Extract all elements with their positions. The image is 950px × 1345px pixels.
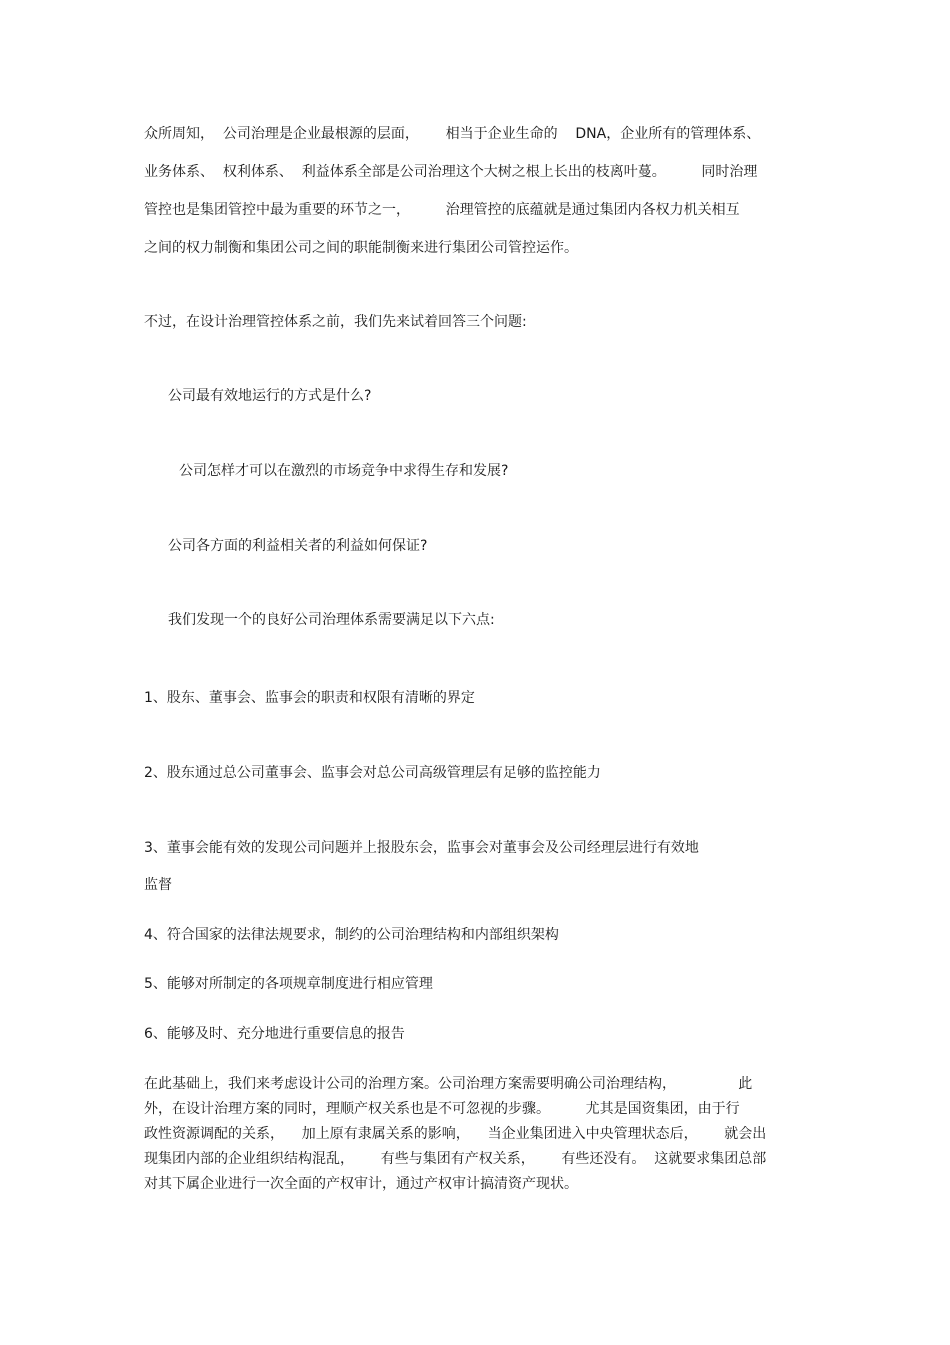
point-item-continuation: 监督	[144, 877, 172, 893]
intro-line-3: 管控也是集团管控中最为重要的环节之一， 治理管控的底蕴就是通过集团内各权力机关相互	[144, 202, 740, 218]
point-item: 3、董事会能有效的发现公司问题并上报股东会，监事会对董事会及公司经理层进行有效地	[144, 840, 699, 856]
question-item: 公司怎样才可以在激烈的市场竞争中求得生存和发展?	[179, 463, 509, 479]
question-item: 公司最有效地运行的方式是什么?	[168, 388, 372, 404]
findings-intro: 我们发现一个的良好公司治理体系需要满足以下六点:	[168, 612, 495, 628]
conclusion-line-2: 外，在设计治理方案的同时，理顺产权关系也是不可忽视的步骤。 尤其是国资集团，由于行	[144, 1101, 740, 1117]
question-item: 公司各方面的利益相关者的利益如何保证?	[168, 538, 428, 554]
conclusion-line-5: 对其下属企业进行一次全面的产权审计，通过产权审计搞清资产现状。	[144, 1176, 578, 1192]
conclusion-line-1: 在此基础上，我们来考虑设计公司的治理方案。公司治理方案需要明确公司治理结构， 此	[144, 1076, 753, 1092]
transition-sentence: 不过，在设计治理管控体系之前，我们先来试着回答三个问题:	[144, 314, 527, 330]
point-item: 2、股东通过总公司董事会、监事会对总公司高级管理层有足够的监控能力	[144, 765, 601, 781]
conclusion-line-4: 现集团内部的企业组织结构混乱， 有些与集团有产权关系， 有些还没有。 这就要求集团总部	[144, 1151, 767, 1167]
intro-line-2: 业务体系、 权利体系、 利益体系全部是公司治理这个大树之根上长出的枝离叶蔓。 同时治理	[144, 164, 758, 180]
intro-line-4: 之间的权力制衡和集团公司之间的职能制衡来进行集团公司管控运作。	[144, 240, 578, 256]
point-item: 1、股东、董事会、监事会的职责和权限有清晰的界定	[144, 690, 475, 706]
point-item: 4、符合国家的法律法规要求，制约的公司治理结构和内部组织架构	[144, 927, 559, 943]
point-item: 5、能够对所制定的各项规章制度进行相应管理	[144, 976, 433, 992]
intro-line-1: 众所周知， 公司治理是企业最根源的层面， 相当于企业生命的 DNA，企业所有的管理体系、	[144, 126, 761, 142]
conclusion-line-3: 政性资源调配的关系， 加上原有隶属关系的影响， 当企业集团进入中央管理状态后， 就会出	[144, 1126, 767, 1142]
point-item: 6、能够及时、充分地进行重要信息的报告	[144, 1026, 405, 1042]
